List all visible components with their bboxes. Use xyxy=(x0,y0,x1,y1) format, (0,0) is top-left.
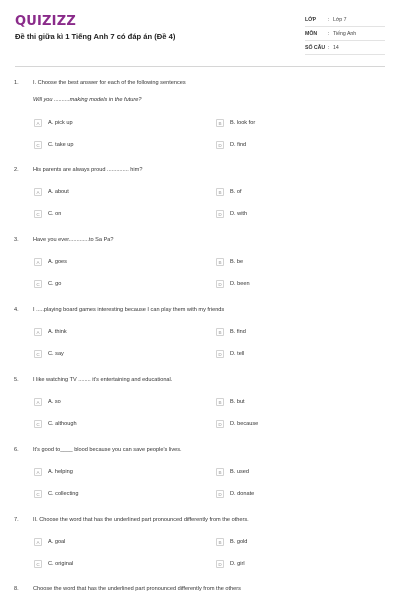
meta-label: LỚP xyxy=(305,16,317,23)
option-letter-box: B xyxy=(216,119,224,127)
option-text: B. look for xyxy=(230,120,256,126)
option-text: B. used xyxy=(230,469,249,475)
meta-label: MÔN xyxy=(305,30,318,37)
option-letter-box: C xyxy=(34,350,42,358)
option-c[interactable] xyxy=(34,419,77,429)
question-number: 4. xyxy=(14,307,19,313)
option-text: C. collecting xyxy=(48,491,79,497)
option-letter-box: D xyxy=(216,560,224,568)
option-b[interactable] xyxy=(216,537,247,547)
option-text: D. because xyxy=(230,421,259,427)
option-text: A. goal xyxy=(48,539,66,545)
option-letter-box: D xyxy=(216,141,224,149)
question-text: I like watching TV ........ it's entertaining and educational. xyxy=(33,377,173,383)
option-b[interactable] xyxy=(216,118,255,128)
meta-table xyxy=(305,13,385,55)
meta-value: Tiếng Anh xyxy=(333,30,357,37)
meta-row-subject xyxy=(305,27,385,41)
option-text: B. of xyxy=(230,189,242,195)
option-text: C. on xyxy=(48,211,62,217)
question-number: 5. xyxy=(14,377,19,383)
question-sentence: Will you ..........making models in the future? xyxy=(33,97,142,103)
option-a[interactable] xyxy=(34,187,69,197)
option-text: D. with xyxy=(230,211,248,217)
quizizz-logo: QUIZIZZ xyxy=(15,14,76,29)
option-text: A. so xyxy=(48,399,61,405)
option-letter-box: C xyxy=(34,560,42,568)
option-letter-box: B xyxy=(216,398,224,406)
option-letter-box: D xyxy=(216,210,224,218)
option-c[interactable] xyxy=(34,489,78,499)
option-text: D. girl xyxy=(230,561,245,567)
option-text: A. helping xyxy=(48,469,73,475)
question-text: Have you ever.............to Sa Pa? xyxy=(33,237,114,243)
option-letter-box: A xyxy=(34,328,42,336)
option-c[interactable] xyxy=(34,559,73,569)
option-letter-box: A xyxy=(34,468,42,476)
option-a[interactable] xyxy=(34,257,67,267)
option-letter-box: C xyxy=(34,141,42,149)
option-letter-box: C xyxy=(34,280,42,288)
option-text: D. donate xyxy=(230,491,255,497)
option-text: A. pick up xyxy=(48,120,73,126)
option-letter-box: A xyxy=(34,398,42,406)
option-letter-box: B xyxy=(216,328,224,336)
question-text: His parents are always proud .............. him? xyxy=(33,167,143,173)
question-number: 6. xyxy=(14,447,19,453)
meta-value: 14 xyxy=(333,44,339,51)
option-c[interactable] xyxy=(34,140,74,150)
question-number: 1. xyxy=(14,80,19,86)
meta-row-class xyxy=(305,13,385,27)
meta-label: SỐ CÂU xyxy=(305,44,326,51)
option-letter-box: C xyxy=(34,420,42,428)
question-text: II. Choose the word that has the underlined part pronounced differently from the others. xyxy=(33,517,249,523)
option-a[interactable] xyxy=(34,397,61,407)
option-letter-box: D xyxy=(216,490,224,498)
option-letter-box: C xyxy=(34,490,42,498)
option-letter-box: B xyxy=(216,538,224,546)
question-text: I .....playing board games interesting because I can play them with my friends xyxy=(33,307,225,313)
option-d[interactable] xyxy=(216,419,258,429)
option-b[interactable] xyxy=(216,327,246,337)
option-text: D. find xyxy=(230,142,247,148)
option-a[interactable] xyxy=(34,537,65,547)
option-letter-box: B xyxy=(216,258,224,266)
option-text: C. go xyxy=(48,281,62,287)
option-letter-box: B xyxy=(216,468,224,476)
question-number: 8. xyxy=(14,586,19,592)
option-text: B. find xyxy=(230,329,246,335)
option-b[interactable] xyxy=(216,257,243,267)
option-text: A. think xyxy=(48,329,67,335)
page-title: Đề thi giữa kì 1 Tiếng Anh 7 có đáp án (Đề 4) xyxy=(15,32,176,41)
option-a[interactable] xyxy=(34,327,67,337)
option-text: D. been xyxy=(230,281,250,287)
option-text: B. gold xyxy=(230,539,248,545)
option-d[interactable] xyxy=(216,349,244,359)
option-letter-box: D xyxy=(216,420,224,428)
meta-row-count xyxy=(305,41,385,55)
option-text: B. be xyxy=(230,259,244,265)
option-d[interactable] xyxy=(216,140,246,150)
question-text: It's good to____ blood because you can save people's lives. xyxy=(33,447,182,453)
option-letter-box: D xyxy=(216,350,224,358)
option-text: C. take up xyxy=(48,142,74,148)
question-text: I. Choose the best answer for each of the following sentences xyxy=(33,80,186,86)
option-c[interactable] xyxy=(34,279,61,289)
option-letter-box: B xyxy=(216,188,224,196)
option-c[interactable] xyxy=(34,209,61,219)
option-text: D. tell xyxy=(230,351,245,357)
question-number: 2. xyxy=(14,167,19,173)
meta-separator: : xyxy=(328,30,330,37)
question-number: 7. xyxy=(14,517,19,523)
meta-separator: : xyxy=(328,44,330,51)
question-text: Choose the word that has the underlined part pronounced differently from the others xyxy=(33,586,241,592)
option-text: A. about xyxy=(48,189,69,195)
option-d[interactable] xyxy=(216,489,254,499)
option-a[interactable] xyxy=(34,467,73,477)
option-b[interactable] xyxy=(216,187,242,197)
option-d[interactable] xyxy=(216,209,247,219)
option-c[interactable] xyxy=(34,349,64,359)
option-text: C. say xyxy=(48,351,64,357)
option-letter-box: A xyxy=(34,119,42,127)
option-text: C. although xyxy=(48,421,77,427)
option-text: C. original xyxy=(48,561,74,567)
option-b[interactable] xyxy=(216,397,245,407)
option-letter-box: D xyxy=(216,280,224,288)
option-letter-box: A xyxy=(34,538,42,546)
meta-value: Lớp 7 xyxy=(333,16,347,23)
question-number: 3. xyxy=(14,237,19,243)
meta-separator: : xyxy=(328,16,330,23)
option-text: B. but xyxy=(230,399,245,405)
option-d[interactable] xyxy=(216,559,245,569)
option-a[interactable] xyxy=(34,118,73,128)
option-letter-box: A xyxy=(34,188,42,196)
header-divider xyxy=(15,66,385,67)
option-text: A. goes xyxy=(48,259,67,265)
option-letter-box: C xyxy=(34,210,42,218)
option-d[interactable] xyxy=(216,279,250,289)
option-b[interactable] xyxy=(216,467,249,477)
option-letter-box: A xyxy=(34,258,42,266)
